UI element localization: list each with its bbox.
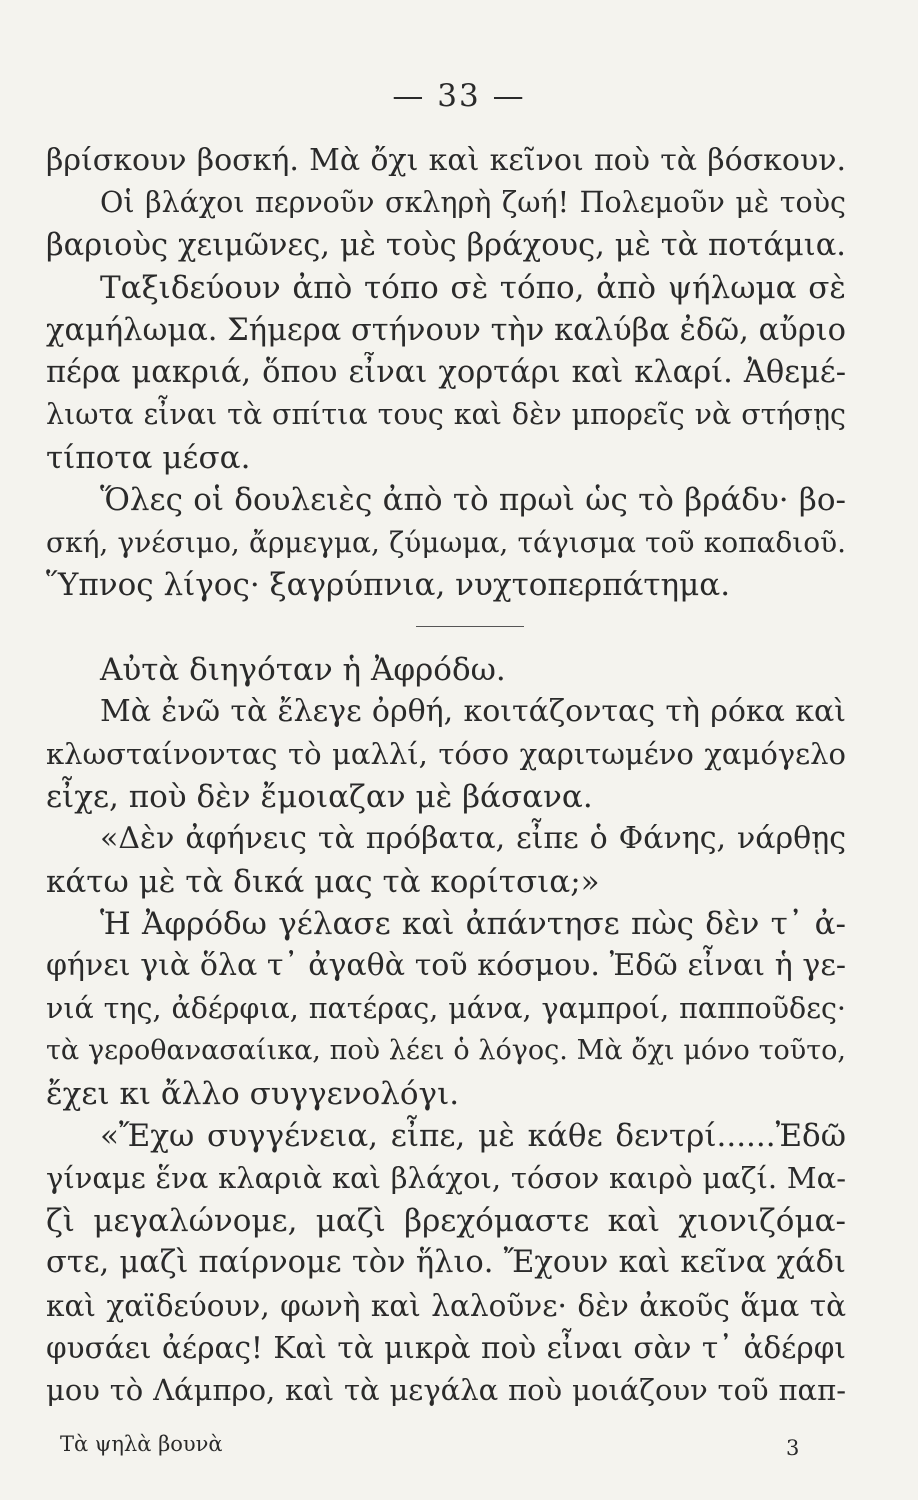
text-line: κάτω μὲ τὰ δικά μας τὰ κορίτσια;»	[46, 863, 600, 900]
footer-book-title: Τὰ ψηλὰ βουνὰ	[60, 1432, 223, 1456]
text-line: τὰ γεροθανασαίικα, ποὺ λέει ὁ λόγος. Μὰ ὄχι μόνο τοῦτο,	[46, 1035, 846, 1067]
text-line: τίποτα μέσα.	[46, 439, 251, 476]
section-divider-row	[46, 606, 846, 648]
text-line: γίναμε ἕνα κλαριὰ καὶ βλάχοι, τόσον καιρὸ μαζί. Μα-	[46, 1161, 846, 1196]
text-line: Μὰ ἐνῶ τὰ ἔλεγε ὀρθή, κοιτάζοντας τὴ ρόκα καὶ	[100, 694, 846, 730]
text-line: φήνει γιὰ ὅλα τ᾿ ἀγαθὰ τοῦ κόσμου. Ἐδῶ εἶναι ἡ γε-	[46, 948, 846, 984]
page-number: — 33 —	[392, 78, 526, 114]
text-line: βρίσκουν βοσκή. Μὰ ὄχι καὶ κεῖνοι ποὺ τὰ βόσκουν.	[46, 143, 846, 178]
body-text	[46, 140, 846, 1412]
text-line: ζὶ μεγαλώνομε, μαζὶ βρεχόμαστε καὶ χιονιζόμα-	[46, 1202, 846, 1239]
text-line: κλωσταίνοντας τὸ μαλλί, τόσο χαριτωμένο χαμόγελο	[46, 737, 846, 772]
text-line: Ὅλες οἱ δουλειὲς ἀπὸ τὸ πρωὶ ὡς τὸ βράδυ· βο-	[100, 482, 846, 519]
text-line: Αὐτὰ διηγόταν ἡ Ἀφρόδω.	[100, 651, 506, 688]
text-line: νιά της, ἀδέρφια, πατέρας, μάνα, γαμπροί, παπποῦδες·	[46, 991, 846, 1025]
text-line: πέρα μακριά, ὅπου εἶναι χορτάρι καὶ κλαρί. Ἀθεμέ-	[46, 354, 846, 390]
text-line: Οἱ βλάχοι περνοῦν σκληρὴ ζωή! Πολεμοῦν μὲ τοὺς	[100, 186, 846, 220]
text-line: Ὕπνος λίγος· ξαγρύπνια, νυχτοπερπάτημα.	[46, 566, 731, 603]
text-line: σκή, γνέσιμο, ἄρμεγμα, ζύμωμα, τάγισμα τοῦ κοπαδιοῦ.	[46, 525, 846, 559]
text-line: μου τὸ Λάμπρο, καὶ τὰ μεγάλα ποὺ μοιάζουν τοῦ παπ-	[46, 1373, 846, 1408]
text-line: χαμήλωμα. Σήμερα στήνουν τὴν καλύβα ἐδῶ, αὔριο	[46, 312, 846, 348]
text-line: «Ἔχω συγγένεια, εἶπε, μὲ κάθε δεντρί......Ἐδῶ	[100, 1117, 846, 1154]
section-divider	[416, 626, 524, 627]
text-line: στε, μαζὶ παίρνομε τὸν ἥλιο. Ἔχουν καὶ κεῖνα χάδι	[46, 1245, 846, 1281]
text-line: Ἡ Ἀφρόδω γέλασε καὶ ἀπάντησε πὼς δὲν τ᾿ ἀ-	[100, 906, 846, 943]
text-line: λιωτα εἶναι τὰ σπίτια τους καὶ δὲν μπορεῖς νὰ στήσῃς	[46, 398, 846, 432]
footer-signature-mark: 3	[786, 1436, 800, 1460]
text-line: ἔχει κι ἄλλο συγγενολόγι.	[46, 1075, 460, 1112]
text-line: εἶχε, ποὺ δὲν ἔμοιαζαν μὲ βάσανα.	[46, 778, 593, 815]
text-line: καὶ χαϊδεύουν, φωνὴ καὶ λαλοῦνε· δὲν ἀκοῦς ἅμα τὰ	[46, 1288, 846, 1323]
text-line: φυσάει ἀέρας! Καὶ τὰ μικρὰ ποὺ εἶναι σὰν τ᾿ ἀδέρφι	[46, 1330, 846, 1365]
text-line: βαριοὺς χειμῶνες, μὲ τοὺς βράχους, μὲ τὰ ποτάμια.	[46, 227, 846, 263]
text-line: «Δὲν ἀφήνεις τὰ πρόβατα, εἶπε ὁ Φάνης, νάρθῃς	[100, 821, 846, 857]
text-line: Ταξιδεύουν ἀπὸ τόπο σὲ τόπο, ἀπὸ ψήλωμα σὲ	[100, 270, 846, 307]
